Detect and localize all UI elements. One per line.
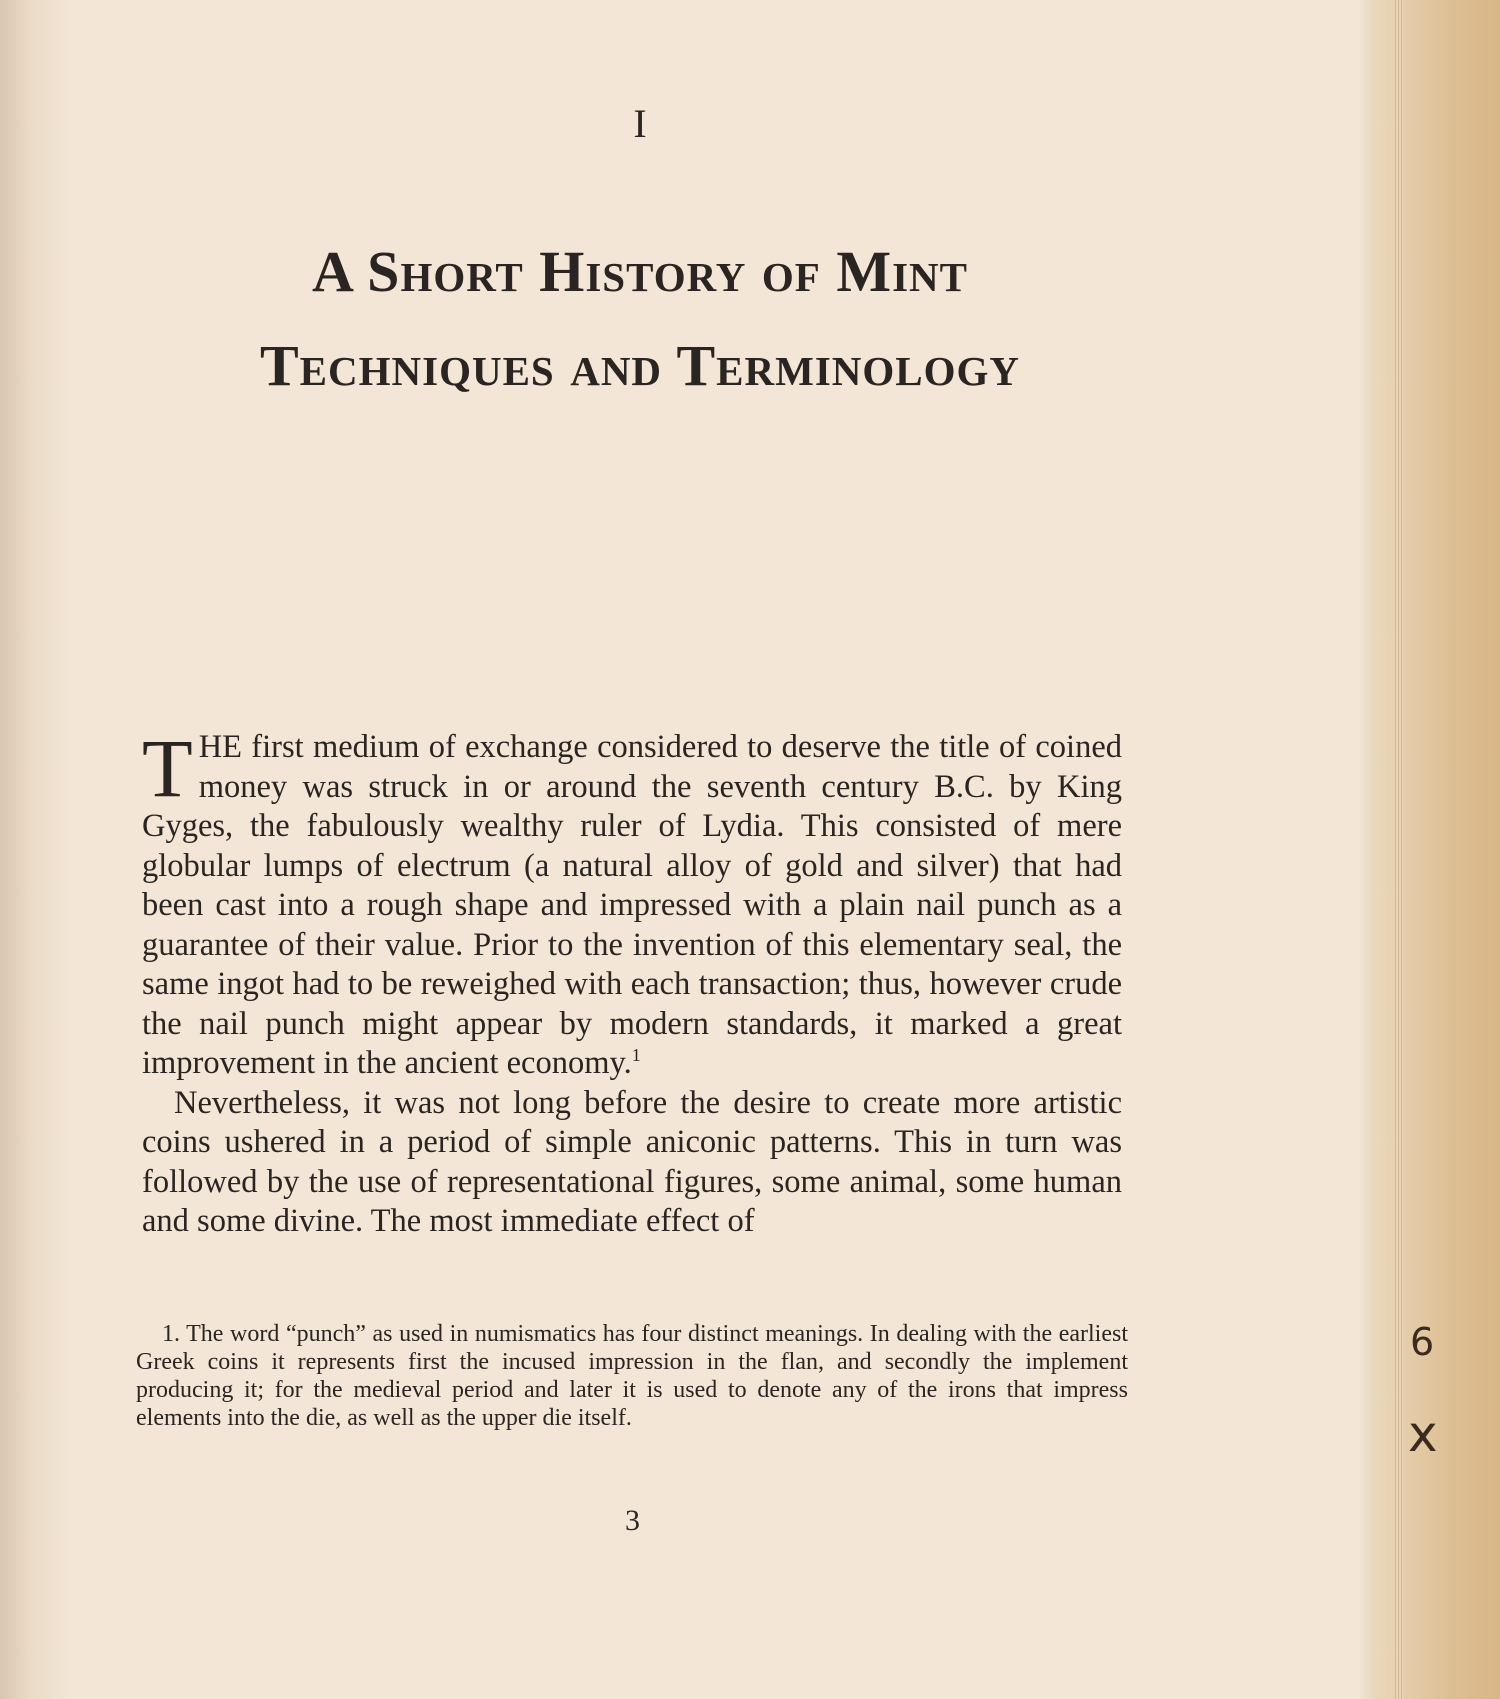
footnote-reference: 1 xyxy=(631,1045,641,1066)
drop-cap: T xyxy=(142,722,193,814)
chapter-title-line-2: Techniques and Terminology xyxy=(259,333,1021,398)
paragraph-2-text: Nevertheless, it was not long before the desire to create more artistic coins ushered in a period of simple aniconic patterns. This in turn was followed by the use of representational figures, some animal, some human and some divine. The most immediate effect of xyxy=(142,1084,1122,1239)
paragraph-1 xyxy=(142,722,1122,1084)
page-stack-lines xyxy=(1395,0,1403,1699)
chapter-title-line-1: A Short History of Mint xyxy=(312,239,968,304)
page-edge xyxy=(1360,0,1374,1699)
paragraph-2 xyxy=(142,1084,1122,1242)
page-number: 3 xyxy=(625,1504,640,1537)
footnote: 1. The word “punch” as used in numismatics has four distinct meanings. In dealing with the earliest Greek coins it represents first the incused impression in the flan, and secondly the implement producing it; for the medieval period and later it is used to denote any of the irons that impress elements into the die, as well as the upper die itself. xyxy=(136,1321,1128,1431)
body-text xyxy=(142,722,1122,1242)
chapter-title xyxy=(170,225,1110,413)
chapter-number: I xyxy=(633,101,647,146)
book-gutter-shadow xyxy=(0,0,70,1699)
paragraph-1-text: HE first medium of exchange considered to deserve the title of coined money was struck in or around the seventh century B.C. by King Gyges, the fabulously wealthy ruler of Lydia. This consisted of mere globular lumps of electrum (a natural alloy of gold and silver) that had been cast into a rough shape and impressed with a plain nail punch as a guarantee of their value. Prior to the invention of this elementary seal, the same ingot had to be reweighed with each transaction; thus, however crude the nail punch might appear by modern standards, it marked a great improvement in the ancient economy. xyxy=(142,729,1122,1081)
margin-handwritten-mark-2: x xyxy=(1408,1405,1438,1463)
margin-handwritten-mark: 6 xyxy=(1410,1320,1435,1364)
